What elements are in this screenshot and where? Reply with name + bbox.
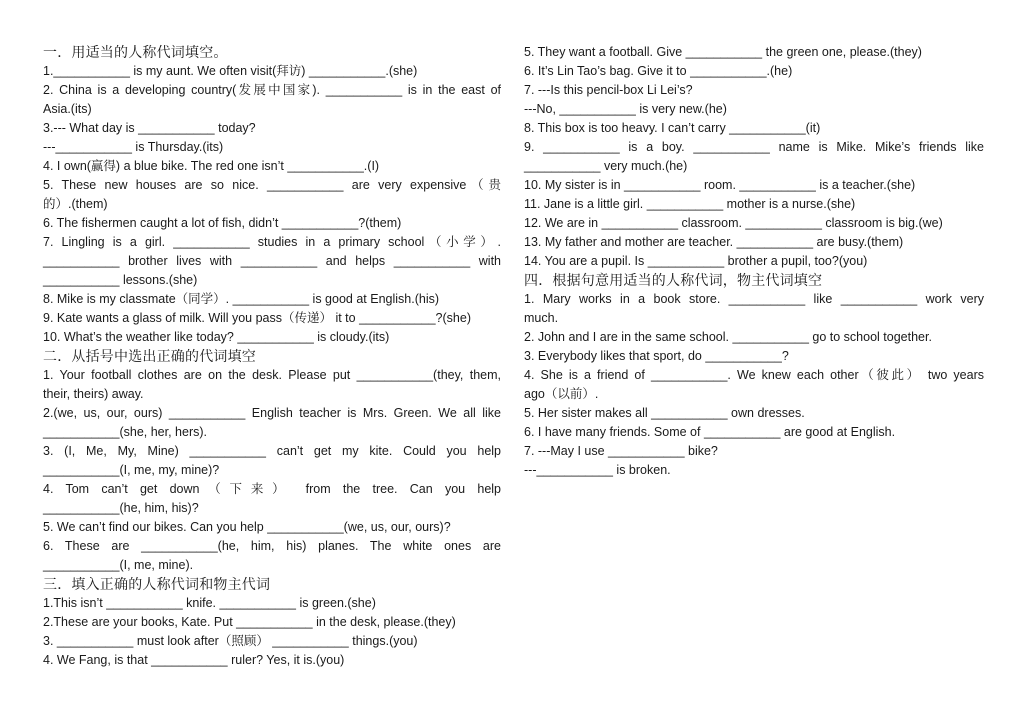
- s1-q3-line-1: 3.--- What day is ___________ today?: [43, 121, 256, 135]
- s1-q2-line-2: Asia.(its): [43, 102, 92, 116]
- s3-q5-line-1: 5. They want a football. Give ___________ the green one, please.(they): [524, 45, 922, 59]
- s1-q5-line-2: 的）.(them): [43, 197, 108, 211]
- s1-q2-line-1: 2. China is a developing country(发展中国家). ___________ is in the east of: [43, 83, 501, 97]
- s3-q9-line-2: ___________ very much.(he): [524, 159, 688, 173]
- section-2-heading: 二．从括号中选出正确的代词填空: [43, 348, 256, 364]
- s2-q2-line-2: ___________(she, her, hers).: [43, 425, 208, 439]
- s3-q11-line-1: 11. Jane is a little girl. ___________ mother is a nurse.(she): [524, 197, 856, 211]
- s3-q4-line-1: 4. We Fang, is that ___________ ruler? Yes, it is.(you): [43, 653, 345, 667]
- s4-q6-line-1: 6. I have many friends. Some of ___________ are good at English.: [524, 425, 896, 439]
- s2-q1-line-2: their, theirs) away.: [43, 387, 144, 401]
- s2-q3-line-1: 3. (I, Me, My, Mine) ___________ can’t get my kite. Could you help: [43, 444, 501, 458]
- s1-q5-line-1: 5. These new houses are so nice. ___________ are very expensive（贵: [43, 178, 501, 192]
- s1-q7-line-3: ___________ lessons.(she): [43, 273, 198, 287]
- s1-q7-line-2: ___________ brother lives with ___________ and helps ___________ with: [43, 254, 501, 268]
- s3-q9-line-1: 9. ___________ is a boy. ___________ name is Mike. Mike’s friends like: [524, 140, 984, 154]
- s3-q13-line-1: 13. My father and mother are teacher. ___________ are busy.(them): [524, 235, 904, 249]
- s4-q7-line-1: 7. ---May I use ___________ bike?: [524, 444, 718, 458]
- s1-q1-line-1: 1.___________ is my aunt. We often visit(拜访) ___________.(she): [43, 64, 418, 78]
- s4-q2-line-1: 2. John and I are in the same school. ___________ go to school together.: [524, 330, 932, 344]
- s2-q6-line-1: 6. These are ___________(he, him, his) planes. The white ones are: [43, 539, 501, 553]
- right-column: [524, 43, 984, 480]
- s3-q7-line-1: 7. ---Is this pencil-box Li Lei’s?: [524, 83, 693, 97]
- s4-q4-line-2: ago（以前）.: [524, 387, 599, 401]
- s1-q4-line-1: 4. I own(赢得) a blue bike. The red one isn’t ___________.(I): [43, 159, 380, 173]
- section-1-heading: 一．用适当的人称代词填空。: [43, 44, 228, 60]
- s1-q8-line-1: 8. Mike is my classmate（同学）. ___________ is good at English.(his): [43, 292, 440, 306]
- s1-q10-line-1: 10. What’s the weather like today? ___________ is cloudy.(its): [43, 330, 390, 344]
- s2-q3-line-2: ___________(I, me, my, mine)?: [43, 463, 220, 477]
- s2-q4-line-2: ___________(he, him, his)?: [43, 501, 199, 515]
- s4-q1-line-2: much.: [524, 311, 559, 325]
- s2-q5-line-1: 5. We can’t find our bikes. Can you help ___________(we, us, our, ours)?: [43, 520, 451, 534]
- s1-q7-line-1: 7. Lingling is a girl. ___________ studies in a primary school（小学）.: [43, 235, 501, 249]
- section-4-heading: 四．根据句意用适当的人称代词，物主代词填空: [524, 272, 823, 288]
- s3-q12-line-1: 12. We are in ___________ classroom. ___________ classroom is big.(we): [524, 216, 943, 230]
- s2-q6-line-2: ___________(I, me, mine).: [43, 558, 194, 572]
- s2-q1-line-1: 1. Your football clothes are on the desk. Please put ___________(they, them,: [43, 368, 501, 382]
- s3-q8-line-1: 8. This box is too heavy. I can’t carry ___________(it): [524, 121, 821, 135]
- s1-q9-line-1: 9. Kate wants a glass of milk. Will you pass（传递） it to ___________?(she): [43, 311, 471, 325]
- s4-q7-line-2: ---___________ is broken.: [524, 463, 671, 477]
- s4-q1-line-1: 1. Mary works in a book store. ___________ like ___________ work very: [524, 292, 984, 306]
- s3-q14-line-1: 14. You are a pupil. Is ___________ brother a pupil, too?(you): [524, 254, 868, 268]
- s1-q6-line-1: 6. The fishermen caught a lot of fish, didn’t ___________?(them): [43, 216, 402, 230]
- s3-q1-line-1: 1.This isn’t ___________ knife. ___________ is green.(she): [43, 596, 376, 610]
- s1-q3-line-2: ---___________ is Thursday.(its): [43, 140, 224, 154]
- s3-q10-line-1: 10. My sister is in ___________ room. ___________ is a teacher.(she): [524, 178, 916, 192]
- s2-q4-line-1: 4. Tom can’t get down（下来） from the tree. Can you help: [43, 482, 501, 496]
- s3-q6-line-1: 6. It’s Lin Tao’s bag. Give it to ___________.(he): [524, 64, 793, 78]
- left-column: [43, 43, 501, 670]
- s4-q5-line-1: 5. Her sister makes all ___________ own dresses.: [524, 406, 805, 420]
- s3-q7-line-2: ---No, ___________ is very new.(he): [524, 102, 727, 116]
- s3-q2-line-1: 2.These are your books, Kate. Put ___________ in the desk, please.(they): [43, 615, 456, 629]
- s4-q4-line-1: 4. She is a friend of ___________. We knew each other（彼此） two years: [524, 368, 984, 382]
- s2-q2-line-1: 2.(we, us, our, ours) ___________ English teacher is Mrs. Green. We all like: [43, 406, 501, 420]
- section-3-heading: 三．填入正确的人称代词和物主代词: [43, 576, 271, 592]
- s3-q3-line-1: 3. ___________ must look after（照顾） ___________ things.(you): [43, 634, 418, 648]
- s4-q3-line-1: 3. Everybody likes that sport, do ___________?: [524, 349, 789, 363]
